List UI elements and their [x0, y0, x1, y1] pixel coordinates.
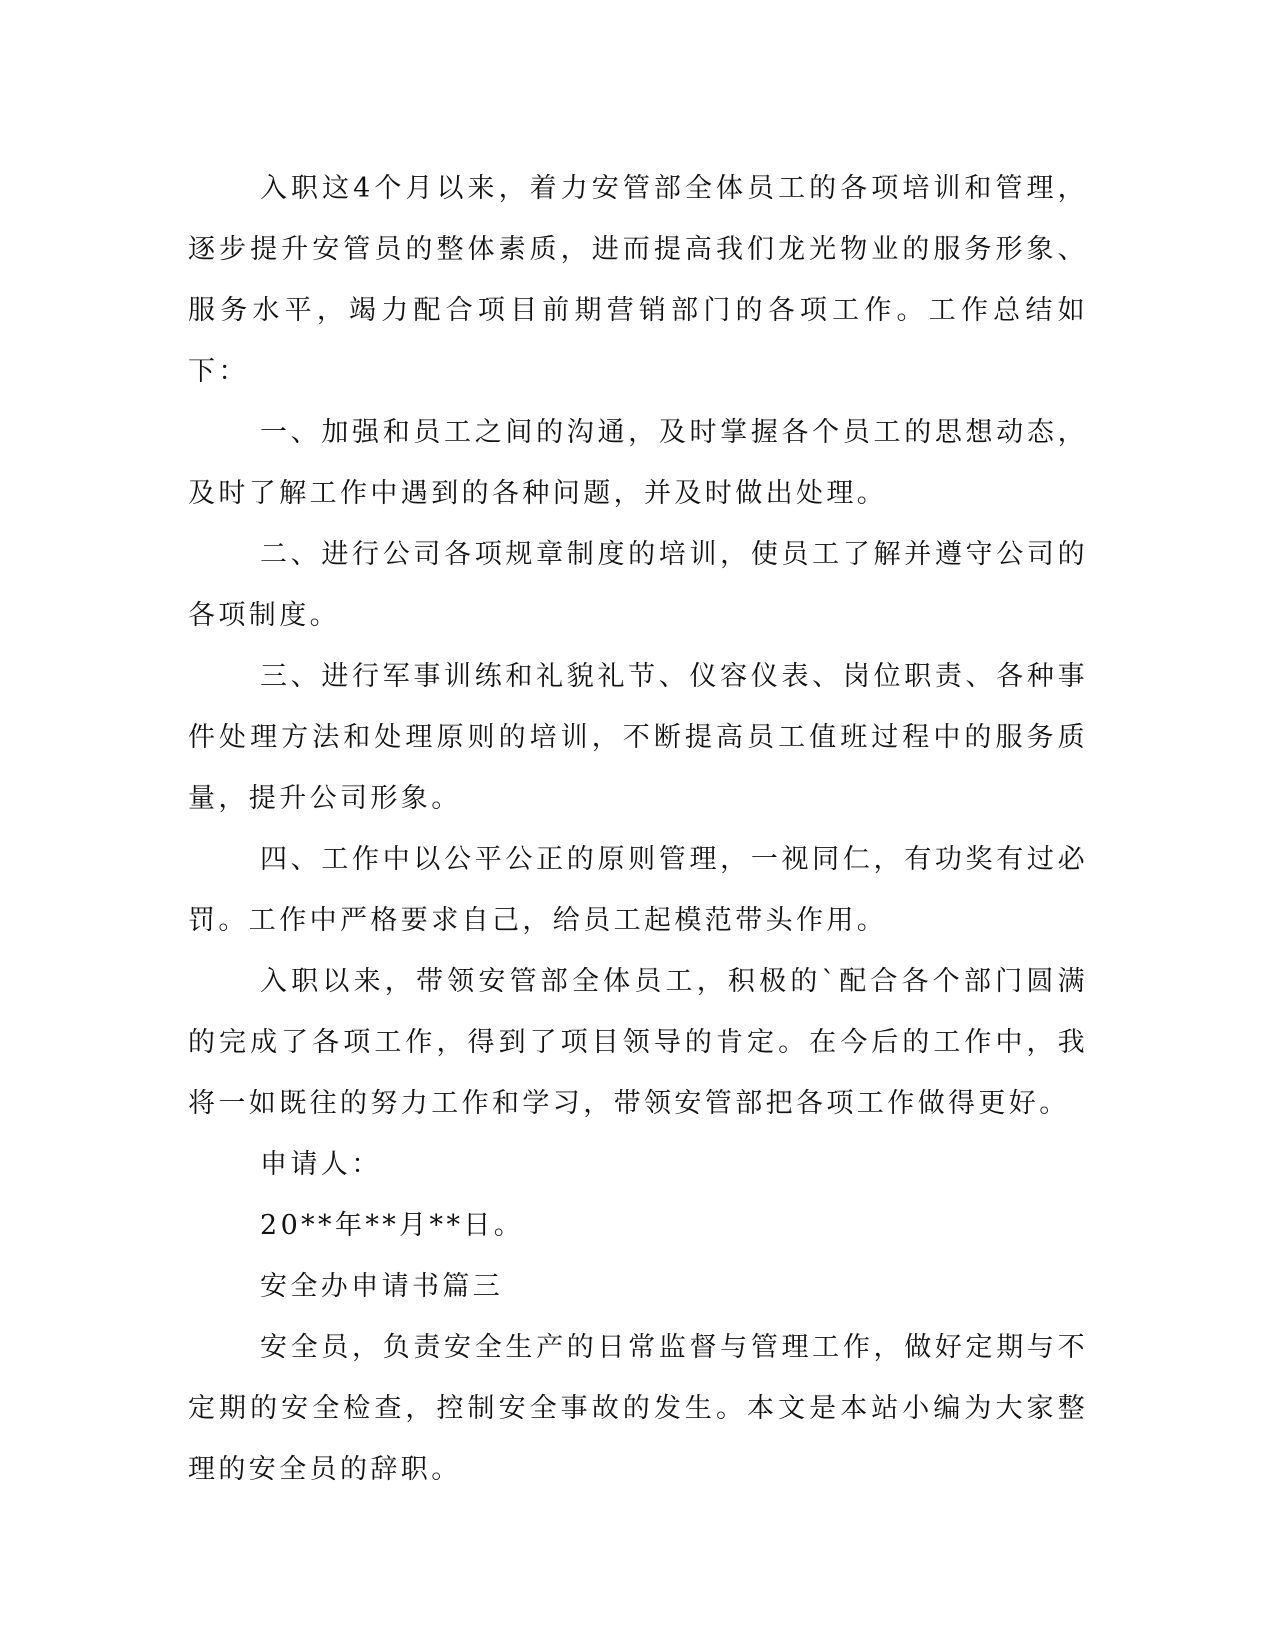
date-line: 20**年**月**日。	[260, 1210, 525, 1241]
paragraph-intro: 入职这4个月以来，着力安管部全体员工的各项培训和管理，逐步提升安管员的整体素质，进而提高我们龙光物业的服务形象、服务水平，竭力配合项目前期营销部门的各项工作。工作总结如下：	[188, 173, 1088, 387]
paragraph-item-3: 三、进行军事训练和礼貌礼节、仪容仪表、岗位职责、各种事件处理方法和处理原则的培训，不断提高员工值班过程中的服务质量，提升公司形象。	[188, 661, 1088, 814]
paragraph-summary: 入职以来，带领安管部全体员工，积极的`配合各个部门圆满的完成了各项工作，得到了项目领导的肯定。在今后的工作中，我将一如既往的努力工作和学习，带领安管部把各项工作做得更好。	[188, 966, 1088, 1119]
section-heading: 安全办申请书篇三	[260, 1271, 504, 1302]
paragraph-item-1: 一、加强和员工之间的沟通，及时掌握各个员工的思想动态，及时了解工作中遇到的各种问题，并及时做出处理。	[188, 417, 1088, 509]
document-body	[188, 158, 1088, 1500]
paragraph-item-2: 二、进行公司各项规章制度的培训，使员工了解并遵守公司的各项制度。	[188, 539, 1088, 631]
applicant-label: 申请人：	[260, 1149, 382, 1180]
paragraph-safety-officer: 安全员，负责安全生产的日常监督与管理工作，做好定期与不定期的安全检查，控制安全事故的发生。本文是本站小编为大家整理的安全员的辞职。	[188, 1332, 1088, 1485]
paragraph-item-4: 四、工作中以公平公正的原则管理，一视同仁，有功奖有过必罚。工作中严格要求自己，给员工起模范带头作用。	[188, 844, 1088, 936]
